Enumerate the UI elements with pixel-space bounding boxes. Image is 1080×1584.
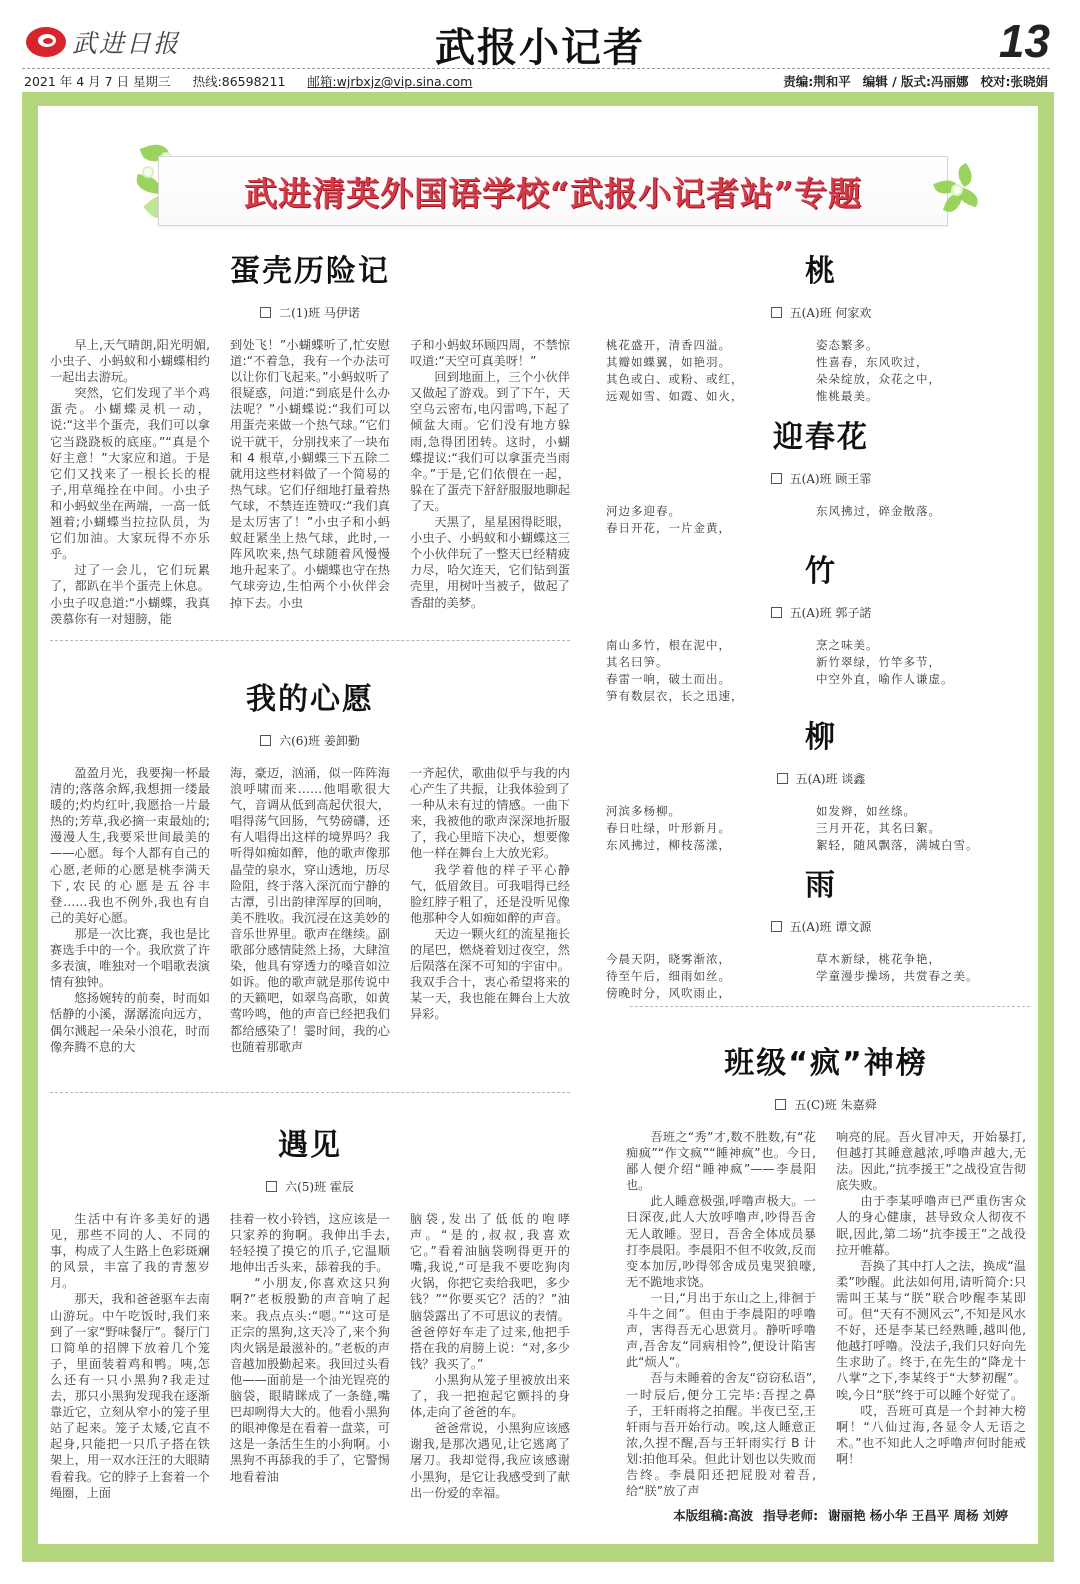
article-column-2: 海，豪迈，汹涌，似一阵阵海浪呼啸而来……他唱歌很大气，音调从低到高起伏很大，唱得荡气回肠，气势磅礴，还有人唱得出这样的境界吗？我听得如痴如醉，他的歌声像那晶莹的泉水，穿山透地，历尽险阻，终于落入深沉而宁静的古潭，引出韵律浑厚的回响，美不胜收。我沉浸在这美妙的音乐世界里。歌声在继续。副歌部分感情陡然上扬，大肆渲染，他具有穿透力的嗓音如泣如诉。他的歌声就是那传说中的天籁吧，如翠鸟高歌，如黄莺吟鸣，他的声音已经把我们都给感染了！霎时间，我的心也随着那歌声 [230, 766, 390, 1054]
section-divider [630, 1006, 1030, 1007]
poem-right-stanza: 姿态繁多。 性喜春，东风吹过， 朵朵绽放，众花之中， 惟桃最美。 [816, 338, 941, 403]
teachers-list: 谢丽艳 杨小华 王昌平 周杨 刘婷 [828, 1508, 1008, 1523]
byline-box-icon [260, 307, 271, 318]
article-column-3: 脑袋,发出了低低的咆哮声。“是的,叔叔,我喜欢它。”看着油脑袋咧得更开的嘴,我说,“可是我不要吃狗肉火锅，你把它卖给我吧，多少钱？”“你要买它？活的？”油脑袋露出了不可思议的表情。爸爸停好车走了过来,他把手搭在我的肩膀上说：“对,多少钱？我买了。” 小黑狗从笼子里被放出来了，我一把抱起它颤抖的身体,走向了爸爸的车。 爸爸常说，小黑狗应该感谢我,是那次遇见,让它逃离了屠刀。我却觉得,我应该感谢小黑狗，是它让我感受到了献出一份爱的幸福。 [410, 1212, 570, 1500]
issue-date: 2021 年 4 月 7 日 星期三 [24, 74, 171, 89]
article-column-2: 挂着一枚小铃铛，这应该是一只家养的狗啊。我伸出手去,轻轻摸了摸它的爪子,它温顺地伸出舌头来，舔着我的手。 “小朋友,你喜欢这只狗啊?”老板殷勤的声音响了起来。我点点头:“嗯。”“这可是正宗的黑狗,这天冷了,来个狗肉火锅是最滋补的。”老板的声音越加殷勤起来。我回过头看他——面前是一个油光锃亮的脑袋，眼睛眯成了一条缝,嘴巴却咧得大大的。他看小黑狗的眼神像是在看着一盘菜，可这是一条活生生的小狗啊。小黑狗不再舔我的手了，它警惕地看着油 [230, 1212, 390, 1484]
masthead-divider [22, 68, 1050, 69]
poem-byline: 五(A)班 郭子諾 [606, 604, 1036, 621]
layout-editor: 编辑 / 版式:冯丽娜 [862, 74, 969, 89]
hotline: 热线:86598211 [192, 74, 286, 89]
poem-byline: 五(A)班 谈鑫 [606, 770, 1036, 787]
article-column-3: 一齐起伏，歌曲似乎与我的内心产生了共振，让我体验到了一种从未有过的情感。一曲下来，我被他的歌声深深地折服了，我心里暗下决心，想要像他一样在舞台上大放光彩。 我学着他的样子平心静气，低眉敛目。可我唱得已经脸红脖子粗了，还是没听见像他那种令人如痴如醉的声音。 天边一颗火红的流星拖长的尾巴，燃烧着划过夜空，然后陨落在深不可知的宇宙中。我双手合十，衷心希望将来的某一天，我也能在舞台上大放异彩。 [410, 766, 570, 1022]
poem-left-stanza: 河边多迎春。 春日开花，一片金黄， [606, 504, 731, 535]
article-columns [50, 337, 570, 627]
page-title: 武报小记者 [435, 25, 645, 71]
poem-right-stanza: 草木新绿，桃花争艳， 学童漫步操场，共赏春之美。 [816, 952, 979, 983]
poem-peach [606, 246, 1036, 405]
article-column-1: 吾班之“秀”才,数不胜数,有“花痴疯”“作文疯”“睡神疯”也。今日,鄙人便介绍“睡神疯”——李晨阳也。 此人睡意极强,呼噜声极大。一日深夜,此人大放呼噜声,吵得吾舍无人敢睡。翌日，吾舍全体成员暴打李晨阳。李晨阳不但不收敛,反而变本加厉,吵得邻舍成员鬼哭狼嚎,无不跪地求饶。 一日,“月出于东山之上,徘徊于斗牛之间”。但由于李晨阳的呼噜声，害得吾无心思赏月。静听呼噜声,吾舍友“同病相怜”,便设计陷害此“烦人”。 吾与未睡着的舍友“窃窃私语”,一时辰后,便分工完毕:吾捏之鼻子，王轩雨将之拍醒。半夜已至,王轩雨与吾开始行动。唉,这人睡意正浓,久捏不醒,吾与王轩雨实行 B 计划:拍他耳朵。但此计划也以失败而告终。李晨阳还把屁股对着吾,给“朕”放了声 [626, 1130, 816, 1499]
poem-body [606, 951, 1036, 1002]
poem-body [606, 337, 1036, 405]
article-columns [626, 1129, 1026, 1499]
poem-byline: 五(A)班 何家欢 [606, 304, 1036, 321]
poem-right-stanza: 烹之味美。 新竹翠绿，竹竿多节， 中空外直，喻作人谦虚。 [816, 638, 954, 686]
article-class-ranking [626, 1038, 1026, 1499]
article-column-3: 子和小蚂蚁环顾四周，不禁惊叹道:“天空可真美呀！” 回到地面上，三个小伙伴又做起了游戏。到了下午，天空乌云密布,电闪雷鸣,下起了倾盆大雨。它们没有地方躲雨,急得团团转。这时，小蝴蝶提议:“我们可以拿蛋壳当雨伞。”于是,它们依偎在一起，躲在了蛋壳下舒舒服服地聊起了天。 天黑了，星星困得眨眼，小虫子、小蚂蚁和小蝴蝶这三个小伙伴玩了一整天已经精疲力尽，哈欠连天，它们钻到蛋壳里，用树叶当被子，做起了香甜的美梦。 [410, 338, 570, 610]
issue-info [24, 72, 472, 90]
section-divider [50, 640, 570, 641]
page-number: 13 [998, 15, 1050, 67]
topic-banner [158, 156, 948, 226]
byline-box-icon [771, 473, 782, 484]
byline-box-icon [771, 307, 782, 318]
poem-willow [606, 712, 1036, 854]
byline-box-icon [260, 735, 271, 746]
article-columns [50, 1211, 570, 1501]
masthead [0, 0, 1080, 92]
article-title: 我的心愿 [246, 682, 374, 717]
poem-title: 迎春花 [773, 420, 869, 455]
article-byline: 六(5)班 霍辰 [50, 1178, 570, 1195]
leaf-decoration-right-icon [933, 166, 983, 216]
article-column-2: 响亮的屁。吾火冒冲天，开始暴打,但越打其睡意越浓,呼噜声越大,无法。因此,“抗李援王”之战役宣告彻底失败。 由于李某呼噜声已严重伤害众人的身心健康，甚导致众人彻夜不眠,因此,第二场“抗李援王”之战役拉开帷幕。 吾换了其中打人之法，换成“温柔”吵醒。此法如何用,请听简介:只需叫王某与“朕”联合吵醒李某即可。但“天有不测风云”,不知是风水不好，还是李某已经熟睡,越叫他,他越打呼噜。没法子,我们只好向先生求助了。终于,在先生的“降龙十八掌”之下,李某终于“大梦初醒”。唉,今日“朕”终于可以睡个好觉了。 哎，吾班可真是一个封神大榜啊！“八仙过海,各显令人无语之术。”也不知此人之呼噜声何时能戒啊！ [836, 1130, 1026, 1466]
poem-body [606, 803, 1036, 854]
poem-bamboo [606, 546, 1036, 705]
article-column-1: 早上,天气晴朗,阳光明媚,小虫子、小蚂蚁和小蝴蝶相约一起出去游玩。 突然，它们发现了半个鸡蛋壳。小蝴蝶灵机一动，说:“这半个蛋壳，我们可以拿它当跷跷板的底座。”“真是个好主意！”大家应和道。于是它们又找来了一根长长的棍子,用草绳拴在中间。小虫子和小蚂蚁坐在两端，一高一低翘着;小蝴蝶当拉拉队员，为它们加油。大家玩得不亦乐乎。 过了一会儿，它们玩累了，都趴在半个蛋壳上休息。小虫子叹息道:“小蝴蝶，我真羡慕你有一对翅膀，能 [50, 338, 210, 626]
poem-title: 竹 [805, 554, 837, 589]
section-divider [50, 1092, 570, 1093]
teachers-label: 指导老师: [763, 1508, 819, 1523]
poem-left-stanza: 桃花盛开，清香四溢。 其瓣如蝶翼，如艳羽。 其色或白、或粉、或红， 远观如雪、如霞、如火， [606, 338, 744, 403]
email-link[interactable]: 邮箱:wjrbxjz@vip.sina.com [307, 74, 473, 89]
poem-left-stanza: 今晨天阴，晓雾渐浓， 待至午后，细雨如丝。 傍晚时分，风吹雨止， [606, 952, 731, 1000]
banner-title: 武进清英外国语学校“武报小记者站”专题 [244, 173, 862, 213]
poem-byline: 五(A)班 顾王霏 [606, 470, 1036, 487]
poem-right-stanza: 东风拂过，碎金散落。 [816, 504, 941, 518]
editor-info [783, 72, 1048, 90]
poem-right-stanza: 如发辫，如丝绦。 三月开花，其名曰絮。 絮轻，随风飘落，满城白雪。 [816, 804, 979, 852]
poem-body [606, 637, 1036, 705]
article-title: 蛋壳历险记 [230, 254, 390, 289]
article-eggshell-adventure [50, 246, 570, 627]
poem-byline: 五(A)班 谭文源 [606, 918, 1036, 935]
article-byline: 二(1)班 马伊诺 [50, 304, 570, 321]
article-column-2: 到处飞！”小蝴蝶听了,忙安慰道:“不着急，我有一个办法可以让你们飞起来。”小蚂蚁听了很疑惑，问道:“到底是什么办法呢？”小蝴蝶说:“我们可以用蛋壳来做一个热气球。”它们说干就干，分别找来了一块布和 4 根草,小蝴蝶三下五除二就用这些材料做了一个简易的热气球。它们仔细地打量着热气球，不禁连连赞叹:“我们真是太厉害了！”小虫子和小蚂蚁赶紧坐上热气球，此时,一阵风吹来,热气球随着风慢慢地升起来了。小蝴蝶也守在热气球旁边,生怕两个小伙伴会掉下去。小虫 [230, 338, 390, 610]
poem-rain [606, 860, 1036, 1002]
article-column-1: 盈盈月光，我要掬一杯最清的;落落余辉,我想拥一缕最暖的;灼灼红叶,我愿拾一片最热的;芳草,我必摘一束最灿的;漫漫人生,我要采世间最美的——心愿。每个人都有自己的心愿,老师的心愿是桃李满天下,农民的心愿是五谷丰登……我也不例外,我也有自己的美好心愿。 那是一次比赛，我也是比赛选手中的一个。我欣赏了许多表演，唯独对一个唱歌表演情有独钟。 悠扬婉转的前奏，时而如恬静的小溪，潺潺流向远方，偶尔溅起一朵朵小浪花，时而像奔腾不息的大 [50, 766, 210, 1054]
logo-text: 武进日报 [72, 29, 181, 58]
poem-left-stanza: 河滨多杨柳。 春日吐绿，叶形新月。 东风拂过，柳枝荡漾， [606, 804, 731, 852]
article-title: 遇见 [278, 1128, 342, 1163]
proofreader: 校对:张晓娟 [980, 74, 1048, 89]
byline-box-icon [775, 1099, 786, 1110]
byline-box-icon [266, 1181, 277, 1192]
article-column-1: 生活中有许多美好的遇见，那些不同的人、不同的事，构成了人生路上色彩斑斓的风景，丰富了我的青葱岁月。 那天，我和爸爸驱车去南山游玩。中午吃饭时,我们来到了一家“野味餐厅”。餐厅门口简单的招牌下放着几个笼子，里面装着鸡和鸭。咦,怎么还有一只小黑狗?我走过去，那只小黑狗发现我在逐渐靠近它，立刻从窄小的笼子里站了起来。笼子太矮,它直不起身,只能把一只爪子搭在铁架上，用一双水汪汪的大眼睛看着我。它的脖子上套着一个绳圈，上面 [50, 1212, 210, 1500]
byline-box-icon [771, 921, 782, 932]
poem-left-stanza: 南山多竹，根在泥中， 其名曰笋。 春雷一响，破土而出。 笋有数层衣，长之迅速， [606, 638, 744, 703]
article-byline: 六(6)班 姜卸勤 [50, 732, 570, 749]
article-title: 班级“疯”神榜 [724, 1046, 928, 1081]
article-my-wish [50, 674, 570, 1055]
poem-title: 桃 [805, 254, 837, 289]
organizer: 本版组稿:高波 [673, 1508, 754, 1523]
article-byline: 五(C)班 朱嘉舜 [626, 1096, 1026, 1113]
page-frame [22, 92, 1054, 1562]
article-encounter [50, 1120, 570, 1501]
chief-editor: 责编:荆和平 [783, 74, 851, 89]
page-content [38, 106, 1038, 1544]
poem-body [606, 503, 1036, 537]
byline-box-icon [777, 773, 788, 784]
poem-winter-jasmine [606, 412, 1036, 537]
poem-title: 柳 [805, 720, 837, 755]
article-columns [50, 765, 570, 1055]
byline-box-icon [771, 607, 782, 618]
poem-title: 雨 [805, 868, 837, 903]
page-credits [673, 1506, 1008, 1524]
